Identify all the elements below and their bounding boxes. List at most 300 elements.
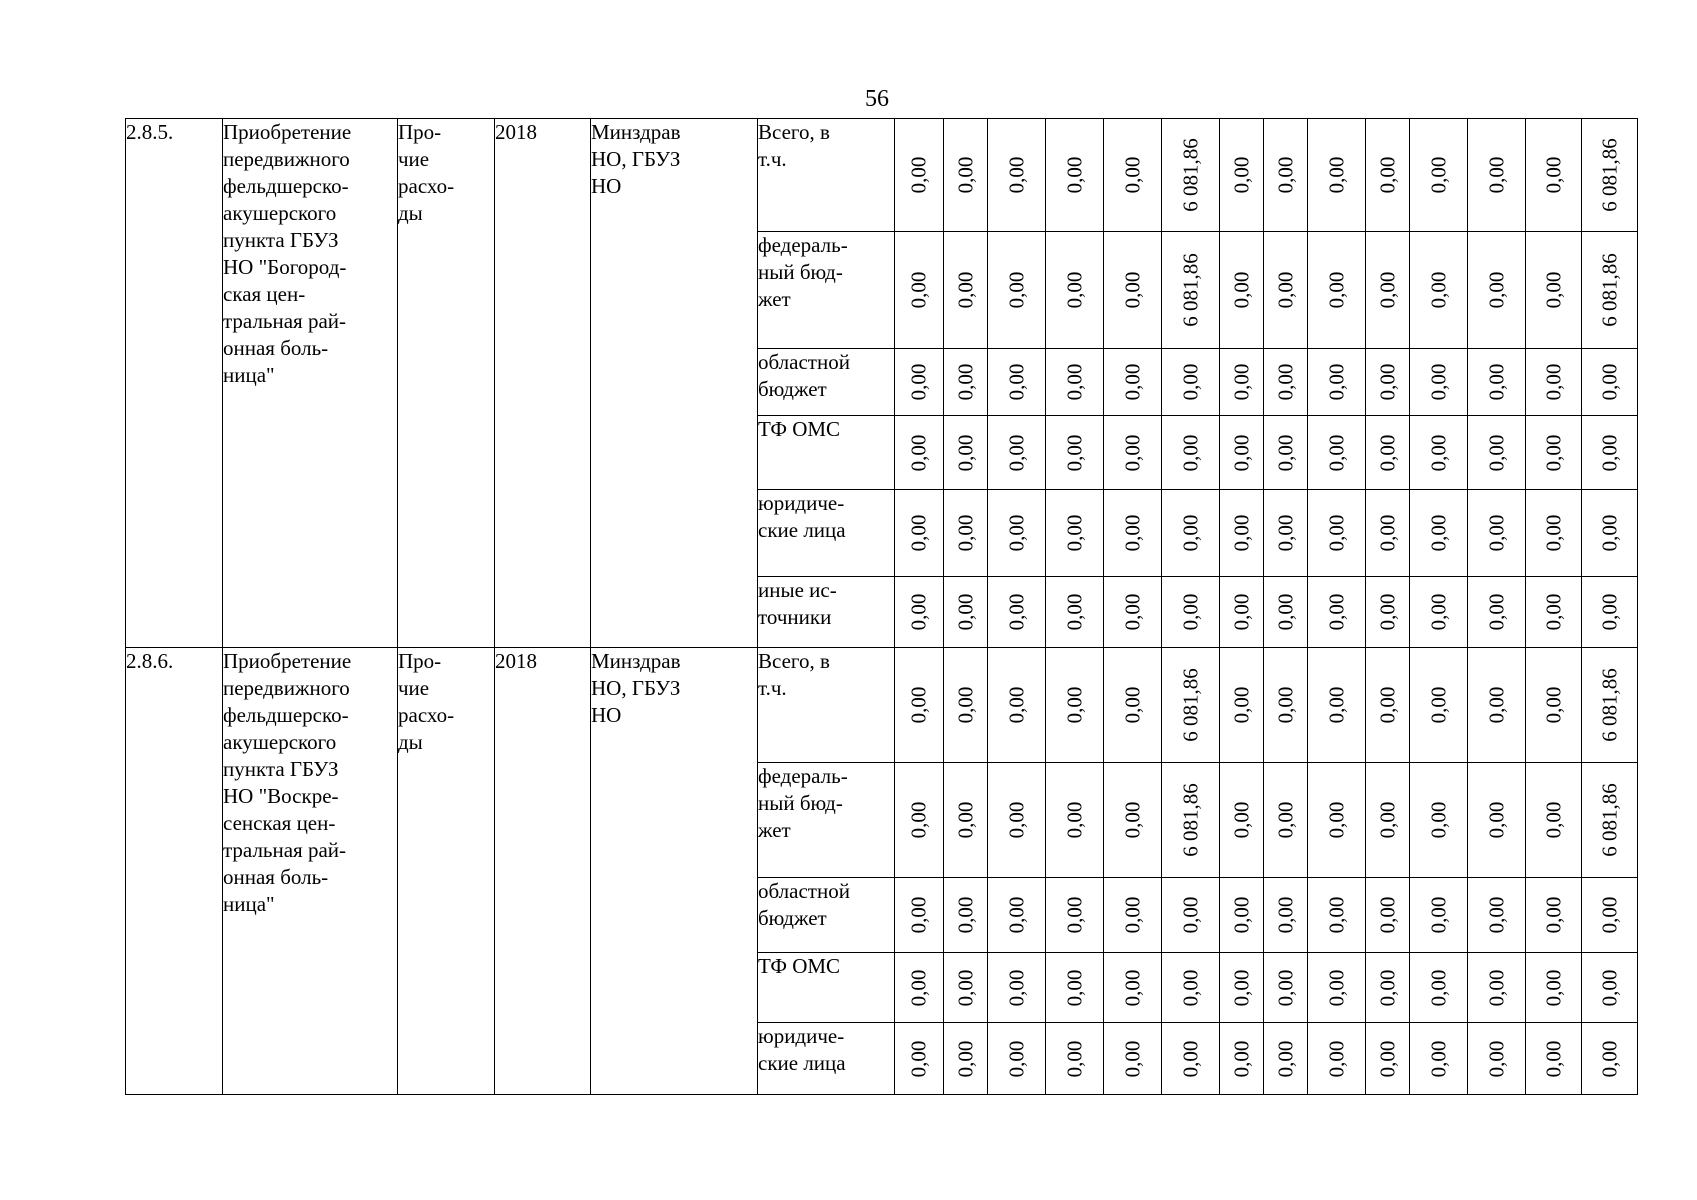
amount-value: 0,00 (1426, 686, 1450, 724)
item-name-line: тральная рай- (223, 838, 347, 862)
amount-cell (1468, 878, 1526, 953)
executor-line: НО (591, 703, 622, 727)
funding-source-cell (758, 763, 895, 878)
amount-cell (1046, 648, 1104, 763)
amount-cell (944, 953, 988, 1023)
amount-value: 0,00 (1426, 593, 1450, 631)
expense-type-line: ды (398, 730, 423, 754)
item-name-line: ница" (223, 363, 275, 387)
amount-value: 0,00 (1229, 896, 1253, 934)
amount-cell (1308, 648, 1366, 763)
amount-value: 0,00 (1375, 686, 1399, 724)
item-name-line: ская цен- (223, 282, 306, 306)
amount-value: 0,00 (1426, 896, 1450, 934)
funding-source-cell (758, 577, 895, 648)
amount-value: 0,00 (1324, 1040, 1348, 1077)
funding-source-line: бюджет (758, 906, 827, 930)
item-name-line: фельдшерско- (223, 703, 349, 727)
amount-value: 0,00 (1375, 363, 1399, 401)
amount-value: 6 081,86 (1178, 253, 1202, 327)
amount-value: 0,00 (1426, 156, 1450, 194)
amount-value: 0,00 (1120, 969, 1144, 1006)
funding-source-line: Всего, в (758, 120, 830, 144)
amount-cell (988, 232, 1046, 349)
amount-cell (1582, 953, 1638, 1023)
amount-value: 0,00 (1120, 271, 1144, 309)
amount-cell (1104, 648, 1162, 763)
executor-line: НО (591, 174, 622, 198)
amount-cell (1308, 349, 1366, 416)
expense-type-line: Про- (398, 120, 442, 144)
amount-cell (1366, 577, 1410, 648)
amount-value: 0,00 (1273, 434, 1297, 471)
amount-cell (1046, 232, 1104, 349)
amount-value: 0,00 (906, 801, 931, 839)
amount-cell (895, 763, 944, 878)
expense-type-line: Про- (398, 649, 442, 673)
amount-value: 0,00 (1597, 363, 1621, 401)
amount-value: 0,00 (1426, 1040, 1450, 1077)
amount-value: 0,00 (1541, 363, 1565, 401)
amount-value: 0,00 (1375, 156, 1399, 194)
amount-value: 0,00 (1178, 434, 1202, 471)
amount-cell (1468, 1023, 1526, 1095)
amount-value: 0,00 (1062, 363, 1086, 401)
amount-value: 0,00 (1426, 514, 1450, 552)
amount-value: 6 081,86 (1597, 668, 1621, 742)
amount-cell (1046, 953, 1104, 1023)
amount-value: 0,00 (1229, 514, 1253, 552)
amount-value: 0,00 (1120, 156, 1144, 194)
amount-value: 0,00 (1484, 156, 1508, 194)
amount-cell (1468, 232, 1526, 349)
amount-value: 6 081,86 (1597, 783, 1621, 857)
item-name-line: акушерского (223, 201, 337, 225)
amount-cell (1162, 878, 1220, 953)
amount-cell (1162, 1023, 1220, 1095)
amount-value: 0,00 (1004, 363, 1028, 401)
amount-cell (944, 416, 988, 490)
amount-value: 0,00 (1004, 271, 1028, 309)
amount-value: 0,00 (1120, 686, 1144, 724)
amount-value: 0,00 (1120, 896, 1144, 934)
amount-cell (1468, 763, 1526, 878)
amount-value: 0,00 (1597, 514, 1621, 552)
amount-cell (1308, 232, 1366, 349)
funding-source-line: ТФ ОМС (758, 417, 841, 441)
amount-value: 0,00 (1229, 801, 1253, 839)
amount-cell (944, 1023, 988, 1095)
amount-cell (1220, 119, 1264, 232)
amount-cell (1104, 232, 1162, 349)
amount-value: 0,00 (1229, 969, 1253, 1006)
amount-value: 0,00 (1273, 801, 1297, 839)
funding-source-line: юридиче- (758, 491, 845, 515)
amount-value: 0,00 (1273, 969, 1297, 1006)
item-name-line: НО "Богород- (223, 255, 347, 279)
funding-source-cell (758, 1023, 895, 1095)
item-name-line: онная боль- (223, 865, 329, 889)
item-name-line: НО "Воскре- (223, 784, 339, 808)
amount-cell (1468, 119, 1526, 232)
amount-value: 0,00 (1375, 271, 1399, 309)
amount-value: 0,00 (1541, 896, 1565, 934)
amount-cell (1220, 648, 1264, 763)
amount-cell (1410, 1023, 1468, 1095)
amount-cell (988, 648, 1046, 763)
amount-value: 0,00 (1541, 1040, 1565, 1077)
amount-value: 0,00 (1062, 686, 1086, 724)
amount-value: 0,00 (1324, 896, 1348, 934)
item-name-line: фельдшерско- (223, 174, 349, 198)
amount-value: 0,00 (1273, 363, 1297, 401)
amount-value: 0,00 (953, 514, 977, 552)
amount-cell (1366, 1023, 1410, 1095)
item-name-line: передвижного (223, 676, 350, 700)
funding-source-line: Всего, в (758, 649, 830, 673)
executor-line: Минздрав (591, 649, 681, 673)
amount-value: 0,00 (1375, 1040, 1399, 1077)
amount-cell (988, 490, 1046, 577)
funding-source-line: ские лица (758, 1051, 846, 1075)
amount-value: 0,00 (1375, 969, 1399, 1006)
funding-source-line: т.ч. (758, 147, 787, 171)
amount-value: 0,00 (1004, 1040, 1028, 1077)
amount-cell (988, 763, 1046, 878)
amount-cell (944, 763, 988, 878)
amount-cell (1046, 763, 1104, 878)
expense-type-cell (398, 648, 495, 1095)
amount-value: 0,00 (1484, 1040, 1508, 1077)
amount-value: 0,00 (1004, 686, 1028, 724)
amount-value: 0,00 (953, 363, 977, 401)
item-name-line: пункта ГБУЗ (223, 228, 339, 252)
amount-cell (1220, 232, 1264, 349)
funding-source-line: жет (758, 818, 791, 842)
amount-cell (988, 1023, 1046, 1095)
amount-value: 0,00 (1273, 514, 1297, 552)
year-cell (495, 119, 591, 648)
amount-cell (1046, 1023, 1104, 1095)
amount-value: 0,00 (906, 593, 931, 631)
amount-cell (1264, 416, 1308, 490)
amount-value: 0,00 (1484, 434, 1508, 471)
funding-source-cell (758, 349, 895, 416)
amount-cell (988, 349, 1046, 416)
budget-table (125, 118, 1638, 1095)
amount-cell (1308, 119, 1366, 232)
amount-value: 0,00 (1004, 896, 1028, 934)
amount-value: 0,00 (1541, 156, 1565, 194)
amount-value: 6 081,86 (1178, 668, 1202, 742)
amount-value: 0,00 (1324, 156, 1348, 194)
year: 2018 (495, 649, 537, 673)
amount-cell (1582, 349, 1638, 416)
amount-value: 0,00 (1484, 363, 1508, 401)
item-code: 2.8.6. (126, 649, 174, 673)
amount-cell (895, 878, 944, 953)
amount-value: 0,00 (1120, 593, 1144, 631)
amount-cell (895, 490, 944, 577)
amount-value: 0,00 (1062, 969, 1086, 1006)
amount-cell (1526, 416, 1582, 490)
amount-cell (1220, 490, 1264, 577)
amount-value: 0,00 (953, 156, 977, 194)
amount-cell (1162, 349, 1220, 416)
amount-cell (1410, 577, 1468, 648)
amount-cell (988, 953, 1046, 1023)
funding-source-line: областной (758, 879, 850, 903)
amount-cell (1468, 577, 1526, 648)
amount-cell (1046, 349, 1104, 416)
amount-cell (1410, 119, 1468, 232)
item-name-line: пункта ГБУЗ (223, 757, 339, 781)
amount-cell (1104, 953, 1162, 1023)
amount-value: 0,00 (1375, 896, 1399, 934)
amount-value: 6 081,86 (1597, 253, 1621, 327)
expense-type-line: чие (398, 147, 430, 171)
amount-cell (1526, 349, 1582, 416)
amount-cell (1366, 232, 1410, 349)
amount-cell (1220, 878, 1264, 953)
amount-cell (1220, 763, 1264, 878)
amount-value: 0,00 (1120, 434, 1144, 471)
amount-value: 0,00 (1120, 1040, 1144, 1077)
amount-value: 0,00 (1597, 896, 1621, 934)
item-name-line: Приобретение (223, 649, 352, 673)
amount-value: 0,00 (1178, 363, 1202, 401)
executor-cell (591, 119, 758, 648)
amount-value: 0,00 (953, 969, 977, 1006)
funding-source-line: бюджет (758, 377, 827, 401)
expense-type-line: ды (398, 201, 423, 225)
amount-cell (944, 577, 988, 648)
amount-cell (1046, 119, 1104, 232)
amount-cell (1162, 953, 1220, 1023)
amount-value: 0,00 (1324, 363, 1348, 401)
amount-value: 0,00 (1062, 593, 1086, 631)
amount-cell (1264, 763, 1308, 878)
funding-source-cell (758, 416, 895, 490)
amount-cell (1046, 490, 1104, 577)
amount-cell (1220, 577, 1264, 648)
year-cell (495, 648, 591, 1095)
amount-cell (1468, 648, 1526, 763)
amount-cell (1410, 349, 1468, 416)
amount-value: 0,00 (953, 801, 977, 839)
amount-cell (1582, 416, 1638, 490)
amount-value: 0,00 (1178, 896, 1202, 934)
amount-cell (1104, 1023, 1162, 1095)
amount-value: 0,00 (1375, 514, 1399, 552)
amount-value: 0,00 (1062, 896, 1086, 934)
expense-type-line: расхо- (398, 703, 455, 727)
amount-cell (1264, 490, 1308, 577)
funding-source-line: жет (758, 287, 791, 311)
amount-cell (944, 119, 988, 232)
amount-cell (1582, 490, 1638, 577)
amount-value: 0,00 (1120, 801, 1144, 839)
amount-value: 0,00 (953, 686, 977, 724)
amount-value: 0,00 (1484, 896, 1508, 934)
amount-value: 6 081,86 (1597, 138, 1621, 212)
amount-cell (1366, 416, 1410, 490)
item-name-line: Приобретение (223, 120, 352, 144)
amount-cell (1046, 416, 1104, 490)
amount-value: 0,00 (1178, 593, 1202, 631)
amount-value: 0,00 (1484, 271, 1508, 309)
amount-cell (944, 232, 988, 349)
amount-value: 0,00 (1062, 801, 1086, 839)
funding-source-line: федераль- (758, 233, 848, 257)
amount-value: 0,00 (1273, 271, 1297, 309)
funding-source-line: иные ис- (758, 578, 837, 602)
funding-source-cell (758, 490, 895, 577)
amount-value: 0,00 (1120, 514, 1144, 552)
executor-line: НО, ГБУЗ (591, 676, 681, 700)
amount-value: 6 081,86 (1178, 783, 1202, 857)
funding-source-cell (758, 878, 895, 953)
amount-value: 0,00 (906, 434, 931, 471)
amount-cell (1162, 119, 1220, 232)
amount-cell (988, 577, 1046, 648)
funding-source-line: федераль- (758, 764, 848, 788)
amount-cell (895, 1023, 944, 1095)
amount-value: 0,00 (1426, 271, 1450, 309)
amount-cell (1410, 878, 1468, 953)
amount-value: 0,00 (1426, 363, 1450, 401)
amount-cell (1308, 416, 1366, 490)
amount-cell (1264, 349, 1308, 416)
item-name-line: сенская цен- (223, 811, 336, 835)
executor-line: НО, ГБУЗ (591, 147, 681, 171)
amount-value: 0,00 (1229, 1040, 1253, 1077)
amount-cell (1308, 763, 1366, 878)
amount-cell (1264, 119, 1308, 232)
amount-value: 0,00 (953, 271, 977, 309)
amount-value: 0,00 (1004, 514, 1028, 552)
amount-value: 0,00 (1484, 593, 1508, 631)
expense-type-line: расхо- (398, 174, 455, 198)
amount-cell (1582, 577, 1638, 648)
executor-line: Минздрав (591, 120, 681, 144)
amount-cell (1526, 232, 1582, 349)
amount-value: 0,00 (1484, 686, 1508, 724)
amount-cell (1264, 648, 1308, 763)
amount-value: 0,00 (906, 514, 931, 552)
amount-value: 0,00 (953, 434, 977, 471)
amount-value: 0,00 (1004, 969, 1028, 1006)
amount-cell (988, 119, 1046, 232)
amount-value: 0,00 (1062, 514, 1086, 552)
amount-cell (1104, 416, 1162, 490)
amount-cell (895, 577, 944, 648)
item-code-cell (126, 119, 223, 648)
amount-cell (1526, 490, 1582, 577)
amount-value: 0,00 (1324, 514, 1348, 552)
amount-cell (1264, 232, 1308, 349)
funding-source-cell (758, 119, 895, 232)
item-name-cell (223, 119, 398, 648)
funding-source-cell (758, 232, 895, 349)
amount-cell (1582, 763, 1638, 878)
amount-cell (1220, 953, 1264, 1023)
amount-cell (1308, 953, 1366, 1023)
amount-cell (1366, 878, 1410, 953)
expense-type-line: чие (398, 676, 430, 700)
amount-cell (1410, 763, 1468, 878)
amount-value: 0,00 (1324, 434, 1348, 471)
amount-value: 0,00 (906, 271, 931, 309)
amount-cell (1366, 349, 1410, 416)
amount-value: 0,00 (1426, 969, 1450, 1006)
amount-cell (1104, 119, 1162, 232)
amount-cell (1468, 490, 1526, 577)
amount-value: 0,00 (1004, 434, 1028, 471)
funding-source-line: ный бюд- (758, 260, 843, 284)
amount-value: 0,00 (1541, 434, 1565, 471)
amount-value: 0,00 (1324, 969, 1348, 1006)
funding-source-cell (758, 648, 895, 763)
amount-cell (1366, 648, 1410, 763)
amount-value: 0,00 (1062, 156, 1086, 194)
amount-cell (1220, 1023, 1264, 1095)
amount-value: 0,00 (1375, 593, 1399, 631)
funding-source-line: т.ч. (758, 676, 787, 700)
amount-cell (1104, 349, 1162, 416)
year: 2018 (495, 120, 537, 144)
amount-value: 0,00 (953, 896, 977, 934)
amount-cell (944, 490, 988, 577)
amount-cell (1410, 648, 1468, 763)
amount-cell (1264, 577, 1308, 648)
amount-value: 0,00 (953, 593, 977, 631)
item-name-line: тральная рай- (223, 309, 347, 333)
amount-value: 0,00 (1229, 593, 1253, 631)
amount-cell (1220, 416, 1264, 490)
amount-cell (1308, 577, 1366, 648)
table-row (126, 648, 1638, 763)
funding-source-line: ТФ ОМС (758, 954, 841, 978)
amount-value: 0,00 (1178, 969, 1202, 1006)
amount-value: 0,00 (1426, 801, 1450, 839)
amount-cell (895, 232, 944, 349)
amount-cell (1162, 232, 1220, 349)
amount-value: 0,00 (1324, 801, 1348, 839)
funding-source-line: точники (758, 605, 832, 629)
amount-cell (1468, 349, 1526, 416)
item-code: 2.8.5. (126, 120, 174, 144)
amount-value: 0,00 (1178, 514, 1202, 552)
amount-cell (988, 878, 1046, 953)
amount-cell (1366, 953, 1410, 1023)
funding-source-line: ный бюд- (758, 791, 843, 815)
amount-value: 0,00 (1229, 434, 1253, 471)
amount-cell (1582, 878, 1638, 953)
amount-cell (1582, 119, 1638, 232)
amount-value: 0,00 (1229, 686, 1253, 724)
amount-cell (1104, 878, 1162, 953)
amount-value: 0,00 (1375, 801, 1399, 839)
amount-cell (1308, 490, 1366, 577)
amount-value: 0,00 (906, 686, 931, 724)
amount-value: 0,00 (1273, 593, 1297, 631)
amount-value: 0,00 (1229, 363, 1253, 401)
amount-cell (895, 416, 944, 490)
amount-cell (988, 416, 1046, 490)
amount-value: 0,00 (1484, 969, 1508, 1006)
amount-cell (895, 648, 944, 763)
